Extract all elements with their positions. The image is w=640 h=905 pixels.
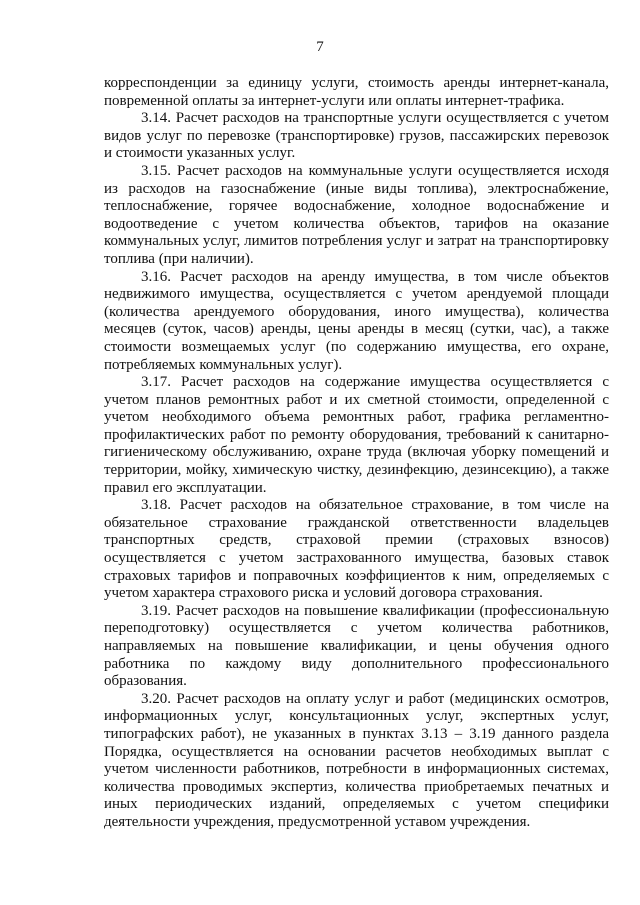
- paragraph-3-15: 3.15. Расчет расходов на коммунальные услуги осуществляется исходя из расходов на газоснабжение (иные виды топлива), электроснабжение, теплоснабжение, горячее водоснабжение, холодное водоснабжение и водоотведение с учетом количества объектов, тарифов на оказание коммунальных услуг, лимитов потребления услуг и затрат на транспортировку топлива (при наличии).: [104, 162, 609, 267]
- page-number: 7: [316, 39, 324, 55]
- paragraph-3-16: 3.16. Расчет расходов на аренду имущества, в том числе объектов недвижимого имущества, осуществляется с учетом арендуемой площади (количества арендуемого оборудования, иного имущества), количества месяцев (суток, часов) аренды, цены аренды в месяц (сутки, час), а также стоимости возмещаемых услуг (по содержанию имущества, его охране, потребляемых коммунальных услуг).: [104, 268, 609, 373]
- document-body: [104, 75, 609, 832]
- paragraph-3-17: 3.17. Расчет расходов на содержание имущества осуществляется с учетом планов ремонтных работ и их сметной стоимости, определенной с учетом необходимого объема ремонтных работ, графика регламентно-профилактических работ по ремонту оборудования, требований к санитарно-гигиеническому обслуживанию, охране труда (включая уборку помещений и территории, мойку, химическую чистку, дезинфекцию, дезинсекцию), а также правил его эксплуатации.: [104, 374, 609, 496]
- paragraph-3-14: 3.14. Расчет расходов на транспортные услуги осуществляется с учетом видов услуг по перевозке (транспортировке) грузов, пассажирских перевозок и стоимости указанных услуг.: [104, 110, 609, 162]
- paragraph-3-19: 3.19. Расчет расходов на повышение квалификации (профессиональную переподготовку) осуществляется с учетом количества работников, направляемых на повышение квалификации, и цены обучения одного работника по каждому виду дополнительного профессионального образования.: [104, 602, 609, 690]
- paragraph-3-18: 3.18. Расчет расходов на обязательное страхование, в том числе на обязательное страхование гражданской ответственности владельцев транспортных средств, страховой премии (страховых взносов) осуществляется с учетом застрахованного имущества, базовых ставок страховых тарифов и поправочных коэффициентов к ним, определяемых с учетом характера страхового риска и условий договора страхования.: [104, 497, 609, 602]
- paragraph-continuation: корреспонденции за единицу услуги, стоимость аренды интернет-канала, повременной оплаты за интернет-услуги или оплаты интернет-трафика.: [104, 75, 609, 109]
- paragraph-3-20: 3.20. Расчет расходов на оплату услуг и работ (медицинских осмотров, информационных услуг, консультационных услуг, экспертных услуг, типографских работ), не указанных в пунктах 3.13 – 3.19 данного раздела Порядка, осуществляется на основании расчетов необходимых выплат с учетом численности работников, потребности в информационных системах, количества проводимых экспертиз, количества приобретаемых печатных и иных периодических изданий, определяемых с учетом специфики деятельности учреждения, предусмотренной уставом учреждения.: [104, 690, 609, 830]
